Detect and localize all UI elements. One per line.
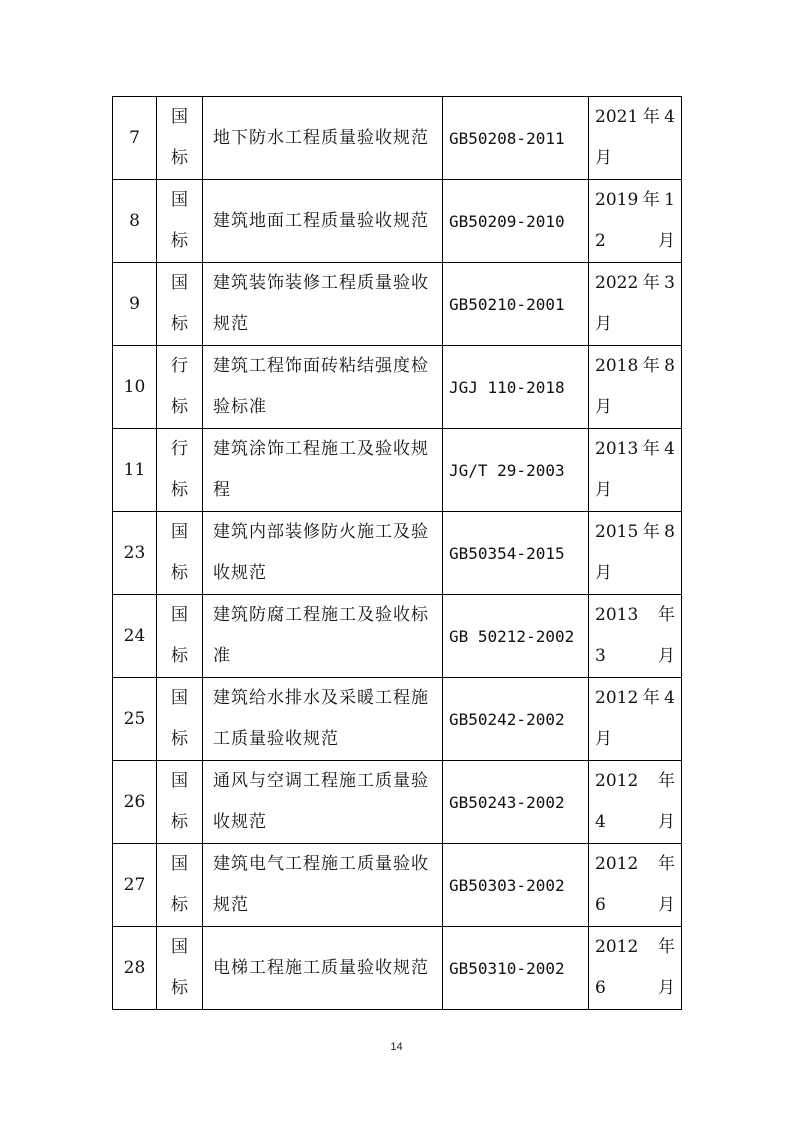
standard-name: 建筑内部装修防火施工及验收规范 [203,512,443,595]
table-row [113,97,682,180]
standard-type-char: 标 [171,812,188,832]
standard-type-char: 标 [171,148,188,168]
standard-type-char: 标 [171,978,188,998]
standard-name: 通风与空调工程施工质量验收规范 [203,761,443,844]
standard-type [157,927,203,1010]
row-number: 11 [113,429,157,512]
standard-code: GB50242-2002 [443,678,589,761]
row-number: 8 [113,180,157,263]
effective-date: 2012 年 4 月 [589,761,682,844]
standard-type-char: 行 [171,439,188,459]
standard-type-char: 国 [171,854,188,874]
standard-type-char: 国 [171,771,188,791]
standard-type-char: 国 [171,273,188,293]
effective-date: 2019年12月 [589,180,682,263]
table-row [113,678,682,761]
standard-type [157,512,203,595]
standard-type [157,346,203,429]
standard-code: GB50209-2010 [443,180,589,263]
standard-type [157,97,203,180]
standard-type [157,263,203,346]
standard-code: GB50310-2002 [443,927,589,1010]
standard-name: 建筑装饰装修工程质量验收规范 [203,263,443,346]
effective-date: 2012年4月 [589,678,682,761]
standard-name: 建筑电气工程施工质量验收规范 [203,844,443,927]
table-row [113,263,682,346]
table-row [113,346,682,429]
effective-date: 2015年8月 [589,512,682,595]
standard-name: 建筑地面工程质量验收规范 [203,180,443,263]
standard-type-char: 国 [171,190,188,210]
standard-type-char: 标 [171,480,188,500]
standards-table-body [113,97,682,1010]
standard-type [157,761,203,844]
standard-type-char: 国 [171,688,188,708]
table-row [113,512,682,595]
table-row [113,927,682,1010]
standard-type [157,844,203,927]
standard-type-char: 国 [171,937,188,957]
standard-name: 建筑涂饰工程施工及验收规程 [203,429,443,512]
standard-type-char: 标 [171,397,188,417]
row-number: 25 [113,678,157,761]
row-number: 28 [113,927,157,1010]
standard-type-char: 标 [171,563,188,583]
table-row [113,429,682,512]
standard-type-char: 行 [171,356,188,376]
standard-code: GB 50212-2002 [443,595,589,678]
page-number: 14 [390,1041,403,1053]
standard-name: 建筑防腐工程施工及验收标准 [203,595,443,678]
row-number: 7 [113,97,157,180]
effective-date: 2013年4月 [589,429,682,512]
standard-type-char: 国 [171,107,188,127]
standard-type-char: 标 [171,895,188,915]
row-number: 24 [113,595,157,678]
row-number: 9 [113,263,157,346]
standards-table [112,96,682,1010]
effective-date: 2022年3月 [589,263,682,346]
standard-type-char: 国 [171,605,188,625]
standard-type-char: 标 [171,231,188,251]
row-number: 23 [113,512,157,595]
standard-name: 建筑给水排水及采暖工程施工质量验收规范 [203,678,443,761]
row-number: 27 [113,844,157,927]
effective-date: 2012 年 6 月 [589,927,682,1010]
standard-code: GB50354-2015 [443,512,589,595]
effective-date: 2012 年 6 月 [589,844,682,927]
standard-type [157,429,203,512]
standard-type [157,595,203,678]
table-row [113,180,682,263]
standard-code: GB50208-2011 [443,97,589,180]
effective-date: 2013 年 3 月 [589,595,682,678]
standard-code: GB50303-2002 [443,844,589,927]
standard-code: JG/T 29-2003 [443,429,589,512]
table-row [113,595,682,678]
standard-type-char: 国 [171,522,188,542]
effective-date: 2021年4月 [589,97,682,180]
standard-type-char: 标 [171,646,188,666]
standard-code: GB50243-2002 [443,761,589,844]
row-number: 26 [113,761,157,844]
standard-type [157,180,203,263]
standard-name: 电梯工程施工质量验收规范 [203,927,443,1010]
standard-type [157,678,203,761]
standard-type-char: 标 [171,314,188,334]
table-row [113,761,682,844]
standard-name: 建筑工程饰面砖粘结强度检验标准 [203,346,443,429]
standard-type-char: 标 [171,729,188,749]
table-row [113,844,682,927]
standard-code: GB50210-2001 [443,263,589,346]
row-number: 10 [113,346,157,429]
effective-date: 2018年8月 [589,346,682,429]
standard-code: JGJ 110-2018 [443,346,589,429]
standard-name: 地下防水工程质量验收规范 [203,97,443,180]
